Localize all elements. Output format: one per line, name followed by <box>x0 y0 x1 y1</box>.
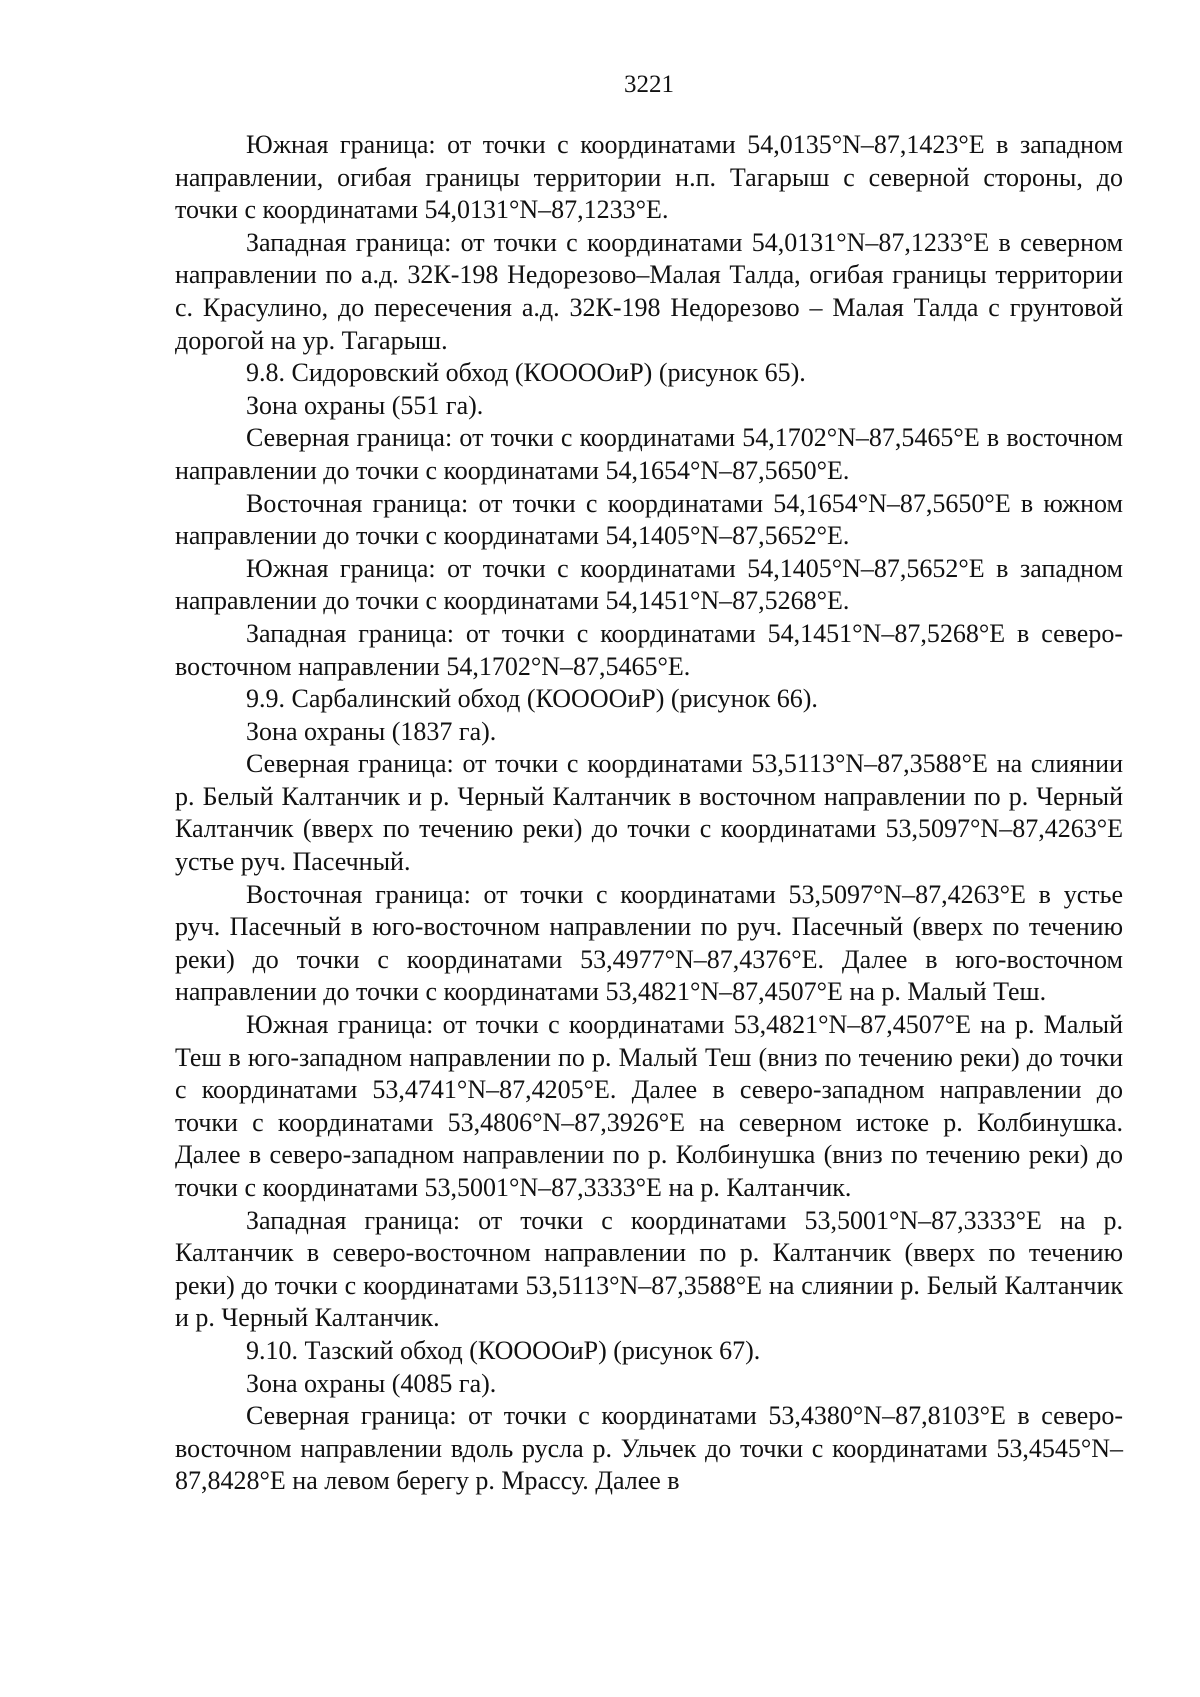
section-heading-9-8: 9.8. Сидоровский обход (КООООиР) (рисунок 65). <box>246 358 806 388</box>
paragraph-north-boundary-tazsky: Северная граница: от точки с координатами 53,4380°N–87,8103°E в северо-восточном направлении вдоль русла р. Ульчек до точки с координатами 53,4545°N–87,8428°E на левом берегу р. Мрассу. Далее в <box>175 1401 1123 1496</box>
paragraph-west-boundary-sarbala: Западная граница: от точки с координатами 53,5001°N–87,3333°E на р. Калтанчик в северо-восточном направлении по р. Калтанчик (вверх по течению реки) до точки с координатами 53,5113°N–87,3588°E на слиянии р. Белый Калтанчик и р. Черный Калтанчик. <box>175 1205 1123 1333</box>
section-heading-9-10: 9.10. Тазский обход (КООООиР) (рисунок 67). <box>246 1335 761 1365</box>
paragraph-west-boundary-sidorovsky: Западная граница: от точки с координатами 54,1451°N–87,5268°E в северо-восточном направлении 54,1702°N–87,5465°E. <box>175 618 1123 681</box>
paragraph-east-boundary-sidorovsky: Восточная граница: от точки с координатами 54,1654°N–87,5650°E в южном направлении до точки с координатами 54,1405°N–87,5652°E. <box>175 488 1123 551</box>
paragraph-south-boundary-sarbala: Южная граница: от точки с координатами 53,4821°N–87,4507°E на р. Малый Теш в юго-западном направлении по р. Малый Теш (вниз по течению реки) до точки с координатами 53,4741°N–87,4205°E. Далее в северо-западном направлении до точки с координатами 53,4806°N–87,3926°E на северном истоке р. Колбинушка. Далее в северо-западном направлении по р. Колбинушка (вниз по течению реки) до точки с координатами 53,5001°N–87,3333°E на р. Калтанчик. <box>175 1010 1123 1202</box>
section-heading-9-9: 9.9. Сарбалинский обход (КООООиР) (рисунок 66). <box>246 684 818 714</box>
paragraph-north-boundary-sidorovsky: Северная граница: от точки с координатами 54,1702°N–87,5465°E в восточном направлении до точки с координатами 54,1654°N–87,5650°E. <box>175 423 1123 485</box>
paragraph-east-boundary-sarbala: Восточная граница: от точки с координатами 53,5097°N–87,4263°E в устье руч. Пасечный в юго-восточном направлении по руч. Пасечный (вверх по течению реки) до точки с координатами 53,4977°N–87,4376°E. Далее в юго-восточном направлении до точки с координатами 53,4821°N–87,4507°E на р. Малый Теш. <box>175 879 1123 1007</box>
page-number: 3221 <box>624 71 674 98</box>
paragraph-north-boundary-sarbala: Северная граница: от точки с координатами 53,5113°N–87,3588°E на слиянии р. Белый Калтанчик и р. Черный Калтанчик в восточном направлении по р. Черный Калтанчик (вверх по течению реки) до точки с координатами 53,5097°N–87,4263°E устье руч. Пасечный. <box>175 749 1123 877</box>
document-body <box>175 129 1123 1498</box>
paragraph-west-boundary-krasulino: Западная граница: от точки с координатами 54,0131°N–87,1233°E в северном направлении по а.д. 32К-198 Недорезово–Малая Талда, огибая границы территории с. Красулино, до пересечения а.д. 32К-198 Недорезово – Малая Талда с грунтовой дорогой на ур. Тагарыш. <box>175 227 1123 355</box>
protection-zone-551: Зона охраны (551 га). <box>246 390 484 420</box>
paragraph-south-boundary-tagarysh: Южная граница: от точки с координатами 54,0135°N–87,1423°E в западном направлении, огибая границы территории н.п. Тагарыш с северной стороны, до точки с координатами 54,0131°N–87,1233°E. <box>175 130 1123 225</box>
protection-zone-1837: Зона охраны (1837 га). <box>246 716 497 746</box>
paragraph-south-boundary-sidorovsky: Южная граница: от точки с координатами 54,1405°N–87,5652°E в западном направлении до точки с координатами 54,1451°N–87,5268°E. <box>175 553 1123 616</box>
protection-zone-4085: Зона охраны (4085 га). <box>246 1368 497 1398</box>
